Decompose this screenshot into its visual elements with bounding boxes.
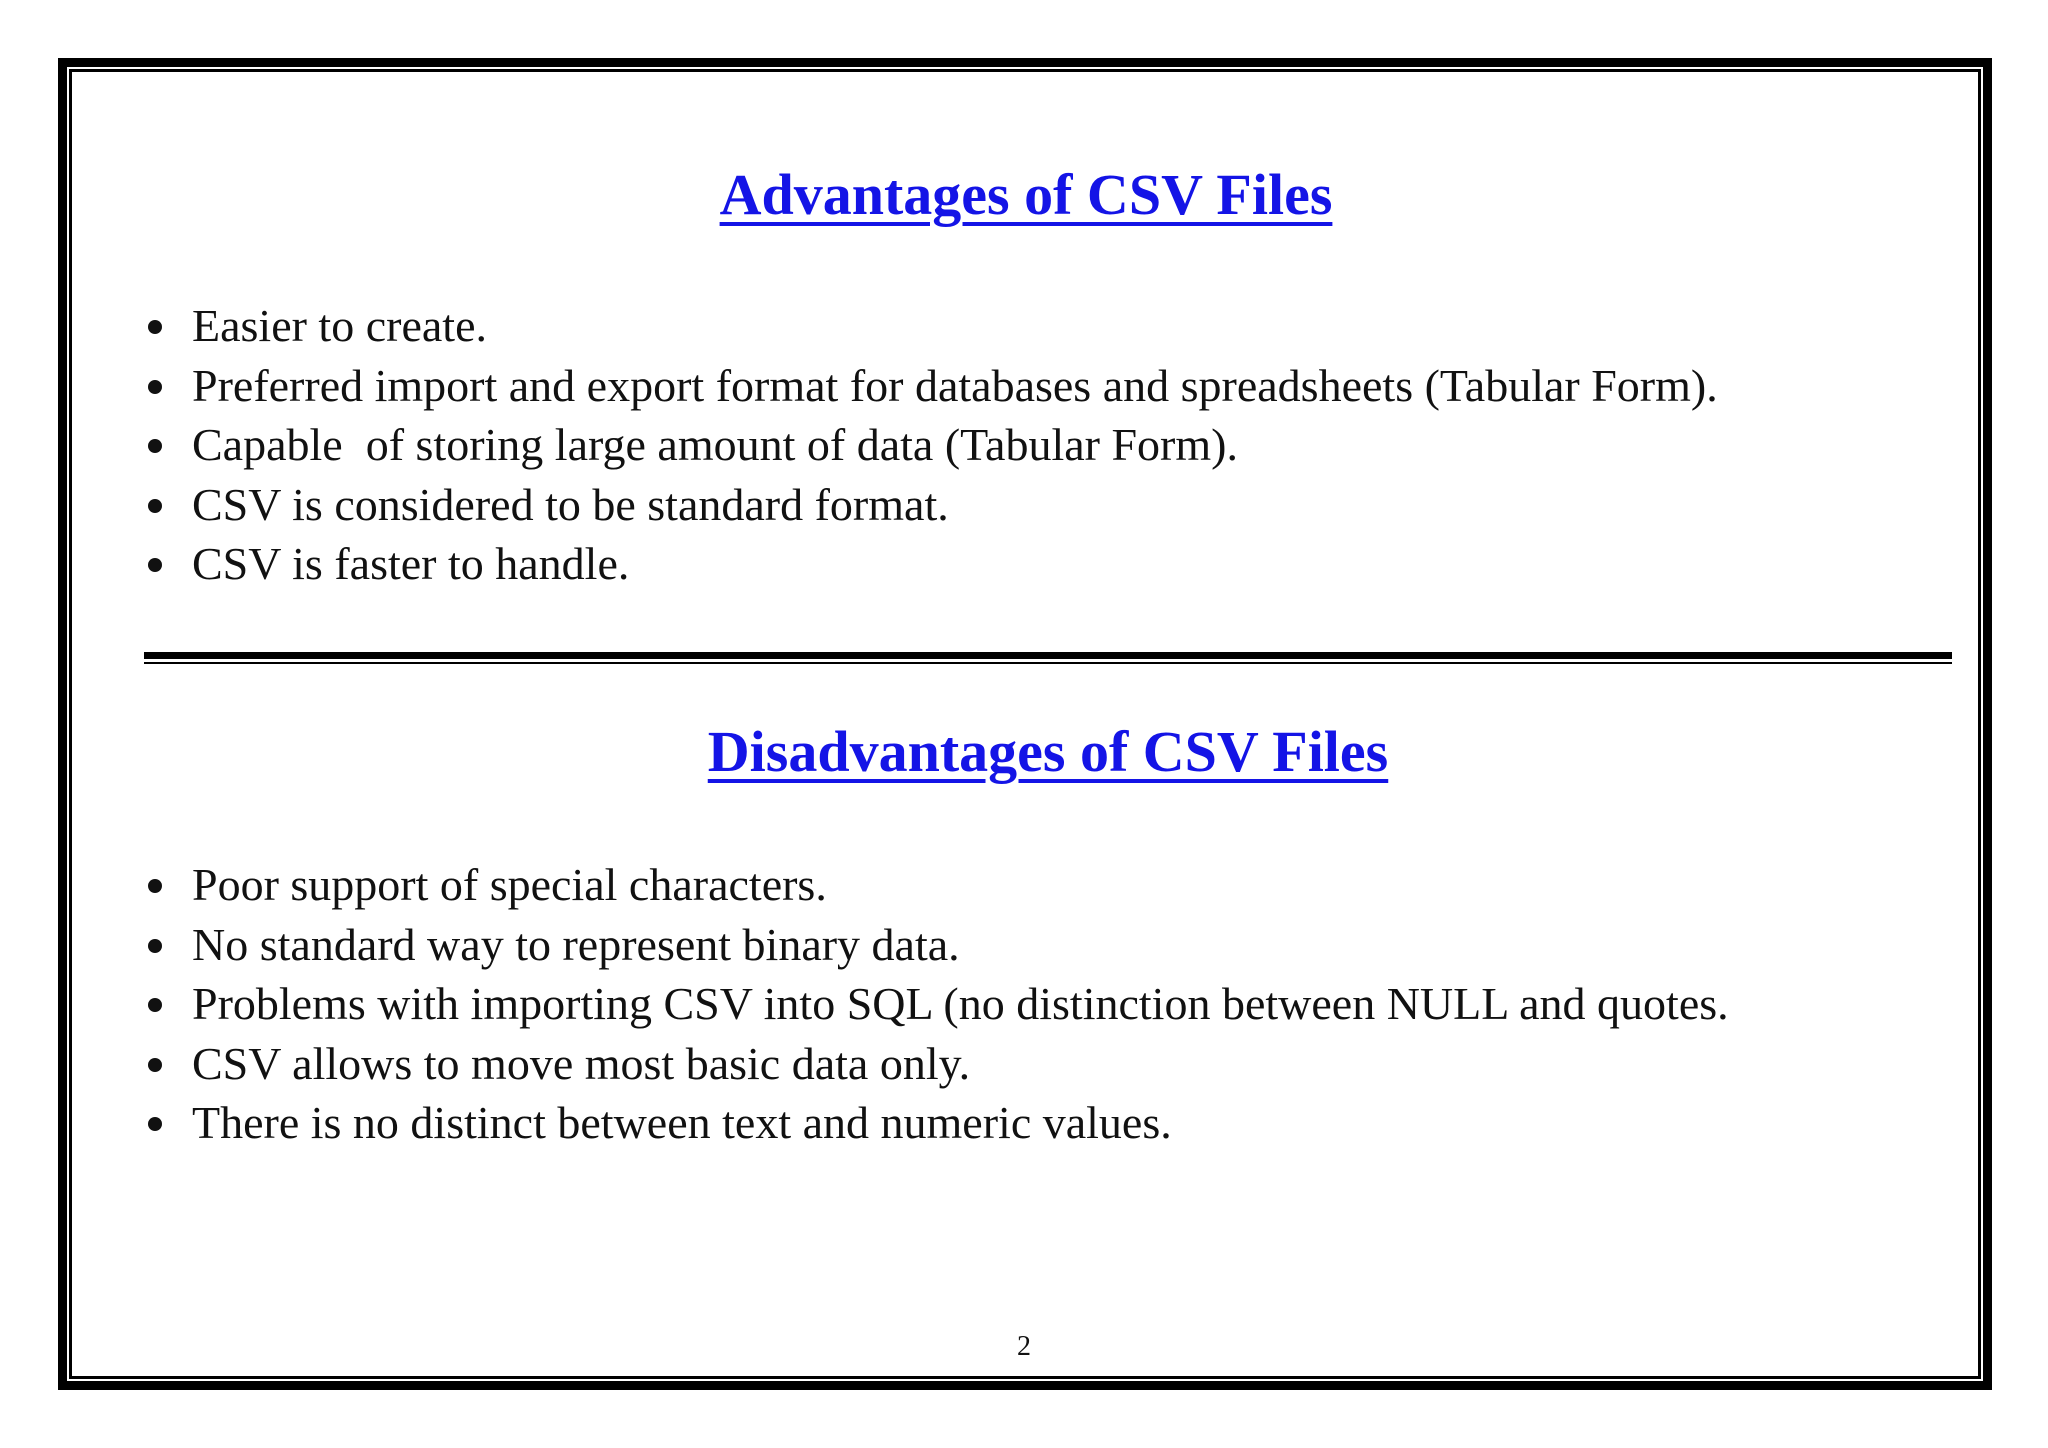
list-item-text: CSV is faster to handle. bbox=[192, 538, 630, 589]
list-item bbox=[146, 1034, 1966, 1094]
disadvantages-list bbox=[146, 855, 1966, 1153]
advantages-list bbox=[146, 296, 1966, 594]
list-item bbox=[146, 534, 1966, 594]
list-item-text: No standard way to represent binary data. bbox=[192, 918, 960, 970]
bullet-icon bbox=[148, 439, 162, 453]
bullet-icon bbox=[148, 380, 162, 394]
bullet-icon bbox=[148, 939, 162, 953]
list-item bbox=[146, 855, 1966, 915]
list-item-text: CSV is considered to be standard format. bbox=[192, 478, 949, 530]
list-item bbox=[146, 475, 1966, 535]
page-number: 2 bbox=[1017, 1331, 1031, 1362]
list-item-text: Preferred import and export format for databases and spreadsheets (Tabular Form). bbox=[192, 359, 1718, 411]
bullet-icon bbox=[148, 499, 162, 513]
bullet-icon bbox=[148, 1058, 162, 1072]
advantages-heading-text: Advantages of CSV Files bbox=[719, 162, 1333, 227]
disadvantages-heading-text: Disadvantages of CSV Files bbox=[707, 719, 1389, 784]
disadvantages-heading bbox=[0, 717, 2048, 787]
bullet-icon bbox=[148, 320, 162, 334]
list-item-text: Problems with importing CSV into SQL (no distinction between NULL and quotes. bbox=[192, 978, 1729, 1029]
list-item bbox=[146, 356, 1966, 416]
list-item-text: Poor support of special characters. bbox=[192, 859, 827, 910]
list-item bbox=[146, 915, 1966, 975]
list-item-text: There is no distinct between text and numeric values. bbox=[192, 1097, 1172, 1148]
bullet-icon bbox=[148, 558, 162, 572]
bullet-icon bbox=[148, 879, 162, 893]
section-divider-thin bbox=[144, 662, 1952, 664]
list-item bbox=[146, 415, 1966, 475]
bullet-icon bbox=[148, 998, 162, 1012]
list-item bbox=[146, 296, 1966, 356]
advantages-heading bbox=[0, 160, 2048, 230]
list-item bbox=[146, 1093, 1966, 1153]
section-divider-thick bbox=[144, 652, 1952, 659]
bullet-icon bbox=[148, 1117, 162, 1131]
list-item-text: Easier to create. bbox=[192, 300, 487, 351]
list-item bbox=[146, 974, 1966, 1034]
list-item-text: CSV allows to move most basic data only. bbox=[192, 1037, 971, 1089]
list-item-text: Capable of storing large amount of data (Tabular Form). bbox=[192, 419, 1238, 470]
